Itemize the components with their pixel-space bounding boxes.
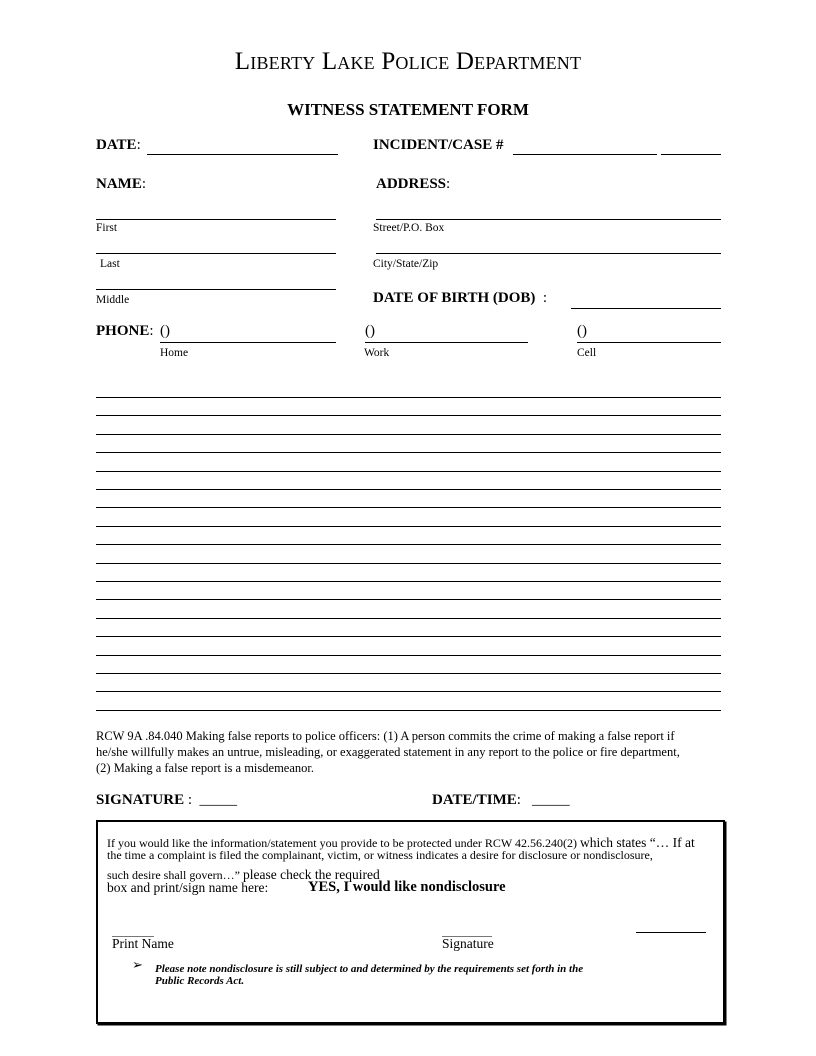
city-state-zip-caption: City/State/Zip: [373, 258, 439, 270]
nondisclosure-line-3: such desire shall govern…” please check the required: [107, 867, 380, 882]
signature-label: SIGNATURE : _____: [96, 792, 237, 808]
legal-line-2: he/she willfully makes an untrue, misleading, or exaggerated statement in any report to the police or fire department,: [96, 745, 680, 759]
street-field[interactable]: [376, 219, 721, 220]
nondisclosure-line-4: box and print/sign name here:: [107, 880, 269, 895]
home-phone-paren: (): [160, 323, 170, 339]
work-phone-paren: (): [365, 323, 375, 339]
nondisclosure-short-line[interactable]: [636, 932, 706, 933]
first-name-field[interactable]: [96, 219, 336, 220]
statement-line[interactable]: [96, 415, 721, 416]
statement-line[interactable]: [96, 710, 721, 711]
statement-line[interactable]: [96, 691, 721, 692]
home-phone-caption: Home: [160, 347, 189, 359]
statement-line[interactable]: [96, 618, 721, 619]
first-name-caption: First: [96, 222, 118, 234]
signature-caption: Signature: [442, 936, 494, 951]
department-title: Liberty Lake Police Department: [234, 48, 582, 75]
cell-phone-field[interactable]: [577, 342, 721, 343]
statement-line[interactable]: [96, 544, 721, 545]
middle-name-caption: Middle: [96, 294, 130, 306]
note-line-1: Please note nondisclosure is still subject to and determined by the requirements set forth in the: [155, 963, 584, 975]
statement-line[interactable]: [96, 673, 721, 674]
city-state-zip-field[interactable]: [376, 253, 721, 254]
nondisclosure-yes-option[interactable]: YES, I would like nondisclosure: [308, 879, 506, 895]
last-name-caption: Last: [100, 258, 120, 270]
date-field[interactable]: [147, 154, 338, 155]
statement-line[interactable]: [96, 599, 721, 600]
incident-case-field[interactable]: [513, 154, 657, 155]
phone-label: PHONE:: [96, 323, 154, 339]
statement-line[interactable]: [96, 563, 721, 564]
statement-line[interactable]: [96, 434, 721, 435]
print-name-caption: Print Name: [112, 936, 174, 951]
statement-line[interactable]: [96, 452, 721, 453]
address-label: ADDRESS:: [376, 176, 451, 192]
form-title: WITNESS STATEMENT FORM: [287, 100, 529, 119]
dob-label: DATE OF BIRTH (DOB) :: [373, 290, 548, 306]
work-phone-caption: Work: [364, 347, 390, 359]
statement-line[interactable]: [96, 636, 721, 637]
last-name-field[interactable]: [96, 253, 336, 254]
arrow-bullet-icon: ➢: [132, 958, 143, 973]
cell-phone-paren: (): [577, 323, 587, 339]
legal-line-3: (2) Making a false report is a misdemeanor.: [96, 761, 314, 775]
signature-blank[interactable]: _____: [199, 792, 237, 808]
note-line-2: Public Records Act.: [155, 975, 245, 987]
name-label: NAME:: [96, 176, 146, 192]
nondisclosure-line-1: If you would like the information/statement you provide to be protected under RCW 42.56.240(2) which states “… If at: [107, 835, 695, 850]
nondisclosure-line-2: the time a complaint is filed the complainant, victim, or witness indicates a desire for disclosure or nondisclosure,: [107, 848, 653, 862]
statement-line[interactable]: [96, 397, 721, 398]
statement-line[interactable]: [96, 507, 721, 508]
incident-case-suffix-field[interactable]: [661, 154, 721, 155]
statement-line[interactable]: [96, 655, 721, 656]
legal-line-1: RCW 9A .84.040 Making false reports to police officers: (1) A person commits the crime of making a false report if: [96, 729, 675, 743]
dob-field[interactable]: [571, 308, 721, 309]
statement-line[interactable]: [96, 581, 721, 582]
work-phone-field[interactable]: [365, 342, 528, 343]
incident-case-label: INCIDENT/CASE #: [373, 137, 504, 153]
statement-line[interactable]: [96, 471, 721, 472]
street-caption: Street/P.O. Box: [373, 222, 445, 234]
date-label: DATE:: [96, 137, 141, 153]
statement-line[interactable]: [96, 526, 721, 527]
datetime-label: DATE/TIME: _____: [432, 792, 570, 808]
datetime-blank[interactable]: _____: [532, 792, 570, 808]
home-phone-field[interactable]: [160, 342, 336, 343]
middle-name-field[interactable]: [96, 289, 336, 290]
cell-phone-caption: Cell: [577, 347, 597, 359]
statement-line[interactable]: [96, 489, 721, 490]
